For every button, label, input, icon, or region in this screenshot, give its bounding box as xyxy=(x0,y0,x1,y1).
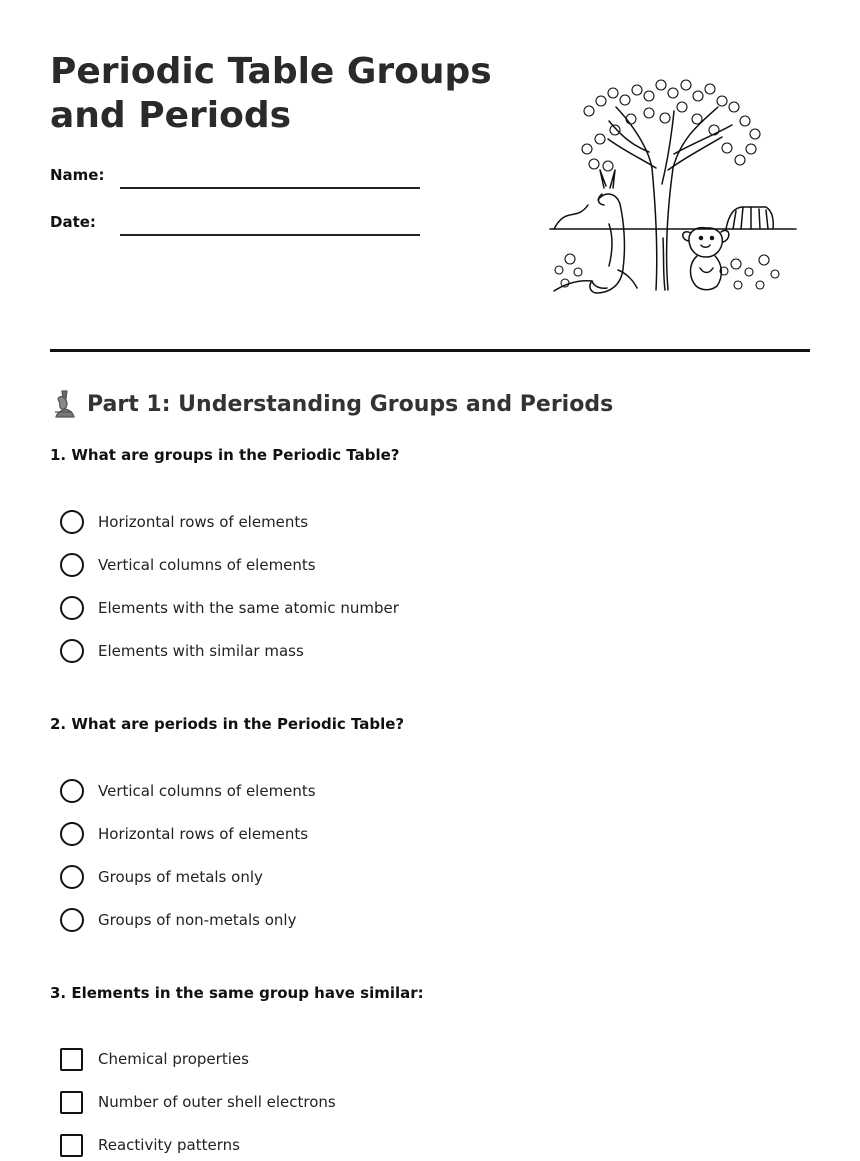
checkbox[interactable] xyxy=(60,1134,83,1157)
question-2: 2. What are periods in the Periodic Table? xyxy=(50,715,405,733)
name-field-row xyxy=(50,164,470,194)
radio-button[interactable] xyxy=(60,822,84,846)
question-2-option-4[interactable] xyxy=(60,907,660,933)
radio-button[interactable] xyxy=(60,865,84,889)
option-label: Horizontal rows of elements xyxy=(98,825,309,843)
page-title-line-2: and Periods xyxy=(50,95,292,136)
question-1: 1. What are groups in the Periodic Table? xyxy=(50,446,400,464)
date-field-row xyxy=(50,211,470,241)
option-label: Groups of metals only xyxy=(98,868,263,886)
name-field[interactable] xyxy=(120,187,420,189)
radio-button[interactable] xyxy=(60,639,84,663)
option-label: Elements with similar mass xyxy=(98,642,304,660)
option-label: Number of outer shell electrons xyxy=(98,1093,336,1111)
option-label: Chemical properties xyxy=(98,1050,249,1068)
question-3-option-3[interactable] xyxy=(60,1132,660,1158)
option-label: Vertical columns of elements xyxy=(98,556,316,574)
question-1-option-1[interactable] xyxy=(60,509,660,535)
option-label: Horizontal rows of elements xyxy=(98,513,309,531)
section-divider xyxy=(50,349,810,352)
option-label: Elements with the same atomic number xyxy=(98,599,399,617)
option-label: Groups of non-metals only xyxy=(98,911,297,929)
question-3-option-2[interactable] xyxy=(60,1089,660,1115)
question-2-option-2[interactable] xyxy=(60,821,660,847)
radio-button[interactable] xyxy=(60,553,84,577)
radio-button[interactable] xyxy=(60,510,84,534)
checkbox[interactable] xyxy=(60,1091,83,1114)
date-label: Date: xyxy=(50,213,96,231)
option-label: Vertical columns of elements xyxy=(98,782,316,800)
question-2-option-1[interactable] xyxy=(60,778,660,804)
name-label: Name: xyxy=(50,166,105,184)
checkbox[interactable] xyxy=(60,1048,83,1071)
worksheet-header xyxy=(50,50,810,310)
page-title xyxy=(50,50,520,138)
question-1-option-3[interactable] xyxy=(60,595,660,621)
radio-button[interactable] xyxy=(60,779,84,803)
tree-kangaroo-koala-illustration xyxy=(546,76,806,306)
microscope-icon xyxy=(50,389,78,419)
option-label: Reactivity patterns xyxy=(98,1136,240,1154)
date-field[interactable] xyxy=(120,234,420,236)
radio-button[interactable] xyxy=(60,908,84,932)
question-1-option-4[interactable] xyxy=(60,638,660,664)
question-2-option-3[interactable] xyxy=(60,864,660,890)
question-1-option-2[interactable] xyxy=(60,552,660,578)
question-3-option-1[interactable] xyxy=(60,1046,660,1072)
page-title-line-1: Periodic Table Groups xyxy=(50,51,492,92)
question-3: 3. Elements in the same group have similar: xyxy=(50,984,424,1002)
section-title-text: Part 1: Understanding Groups and Periods xyxy=(87,391,614,417)
section-title xyxy=(50,388,810,420)
radio-button[interactable] xyxy=(60,596,84,620)
